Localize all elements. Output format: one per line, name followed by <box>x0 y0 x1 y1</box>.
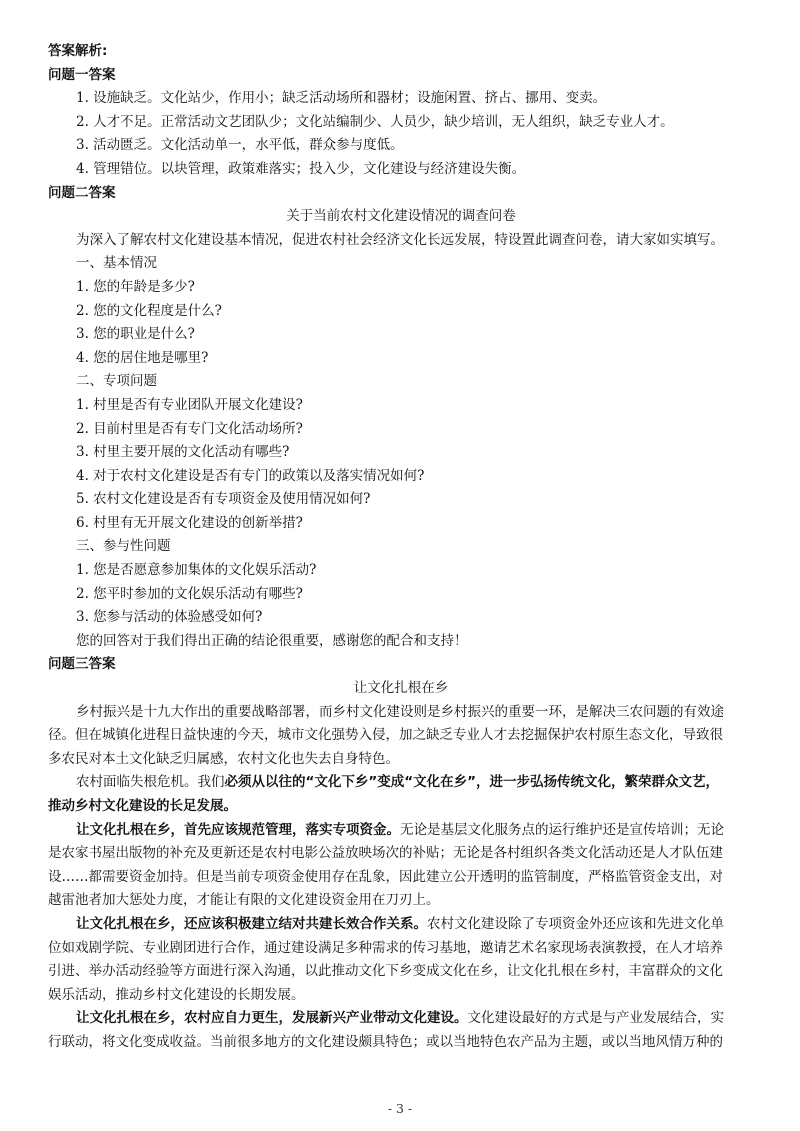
question-item: 4. 您的居住地是哪里? <box>76 349 209 366</box>
essay-text: 农村文化建设除了专项资金外还应该和先进文化单 <box>427 915 724 932</box>
essay-bold-line: 推动乡村文化建设的长足发展。 <box>48 798 237 814</box>
document-page <box>48 40 754 1055</box>
question-item: 2. 您平时参加的文化娱乐活动有哪些? <box>76 585 303 602</box>
essay-line <box>48 913 754 937</box>
essay-line: 娱乐活动，推动乡村文化建设的长期发展。 <box>48 986 305 1003</box>
question-item: 4. 对于农村文化建设是否有专门的政策以及落实情况如何? <box>76 467 425 484</box>
essay-line: 位如戏剧学院、专业剧团进行合作，通过建设满足多种需求的传习基地，邀请艺术名家现场表演教授，在人才培养 <box>48 939 723 956</box>
question-item: 3. 您参与活动的体验感受如何? <box>76 609 263 626</box>
essay-line <box>48 771 754 795</box>
q2-heading: 问题二答案 <box>48 184 116 201</box>
essay-line: 越雷池者加大惩处力度，才能让有限的文化建设资金用在刀刃上。 <box>48 892 440 909</box>
question-item: 5. 农村文化建设是否有专项资金及使用情况如何? <box>76 491 371 508</box>
q1-item: 4. 管理错位。以块管理，政策难落实；投入少，文化建设与经济建设失衡。 <box>76 160 526 177</box>
essay-line: 多农民对本土文化缺乏归属感，农村文化也失去自身特色。 <box>48 750 399 767</box>
page-number: - 3 - <box>387 1101 413 1116</box>
section-heading: 二、专项问题 <box>76 373 157 390</box>
section-heading: 三、参与性问题 <box>76 538 171 555</box>
section-heading: 一、基本情况 <box>76 255 157 272</box>
essay-bold-text: 让文化扎根在乡，农村应自力更生，发展新兴产业带动文化建设。 <box>76 1010 468 1027</box>
questionnaire-intro: 为深入了解农村文化建设基本情况，促进农村社会经济文化长远发展，特设置此调查问卷，请大家如实填写。 <box>76 231 724 248</box>
essay-title: 让文化扎根在乡 <box>353 680 449 697</box>
essay-line <box>48 1007 754 1031</box>
essay-line: 行联动，将文化变成收益。当前很多地方的文化建设颇具特色；或以当地特色农产品为主题，或以当地风情万种的 <box>48 1033 723 1050</box>
question-item: 1. 村里是否有专业团队开展文化建设? <box>76 396 303 413</box>
answer-analysis-heading: 答案解析: <box>48 43 108 59</box>
question-item: 2. 目前村里是否有专门文化活动场所? <box>76 420 303 437</box>
questionnaire-title: 关于当前农村文化建设情况的调查问卷 <box>286 208 516 225</box>
questionnaire-closing: 您的回答对于我们得出正确的结论很重要，感谢您的配合和支持！ <box>76 632 468 649</box>
q1-item: 2. 人才不足。正常活动文艺团队少；文化站编制少、人员少，缺少培训，无人组织，缺乏专业人才。 <box>76 113 674 130</box>
question-item: 2. 您的文化程度是什么? <box>76 302 222 319</box>
essay-line: 径。但在城镇化进程日益快速的今天，城市文化强势入侵，加之缺乏专业人才去挖掘保护农村原生态文化，导致很 <box>48 727 723 744</box>
essay-bold-text: 让文化扎根在乡，还应该积极建立结对共建长效合作关系。 <box>76 915 427 932</box>
essay-text: 无论是基层文化服务点的运行维护还是宣传培训；无论 <box>400 821 724 838</box>
essay-text: 农村面临失根危机。我们 <box>76 774 225 791</box>
question-item: 1. 您是否愿意参加集体的文化娱乐活动? <box>76 562 317 579</box>
essay-line <box>48 819 754 843</box>
question-item: 6. 村里有无开展文化建设的创新举措? <box>76 514 303 531</box>
essay-line: 设……都需要资金加持。但是当前专项资金使用存在乱象，因此建立公开透明的监管制度，严格监管资金支出，对 <box>48 868 723 885</box>
q1-item: 3. 活动匮乏。文化活动单一，水平低，群众参与度低。 <box>76 137 404 154</box>
question-item: 1. 您的年龄是多少? <box>76 278 195 295</box>
essay-line: 是农家书屋出版物的补充及更新还是农村电影公益放映场次的补贴；无论是各村组织各类文化活动还是人才队伍建 <box>48 845 723 862</box>
q3-heading: 问题三答案 <box>48 656 116 673</box>
essay-line: 引进、举办活动经验等方面进行深入沟通，以此推动文化下乡变成文化在乡，让文化扎根在乡村，丰富群众的文化 <box>48 963 723 980</box>
essay-text: 文化建设最好的方式是与产业发展结合，实 <box>467 1010 724 1027</box>
essay-line: 乡村振兴是十九大作出的重要战略部署，而乡村文化建设则是乡村振兴的重要一环，是解决三农问题的有效途 <box>76 703 724 720</box>
essay-bold-text: 让文化扎根在乡，首先应该规范管理，落实专项资金。 <box>76 821 400 838</box>
question-item: 3. 村里主要开展的文化活动有哪些? <box>76 444 290 461</box>
q1-item: 1. 设施缺乏。文化站少，作用小；缺乏活动场所和器材；设施闲置、挤占、挪用、变卖。 <box>76 90 607 107</box>
essay-bold-text: 必须从以往的“文化下乡”变成“文化在乡”，进一步弘扬传统文化，繁荣群众文艺， <box>224 774 719 791</box>
q1-heading: 问题一答案 <box>48 66 116 83</box>
question-item: 3. 您的职业是什么? <box>76 326 195 343</box>
